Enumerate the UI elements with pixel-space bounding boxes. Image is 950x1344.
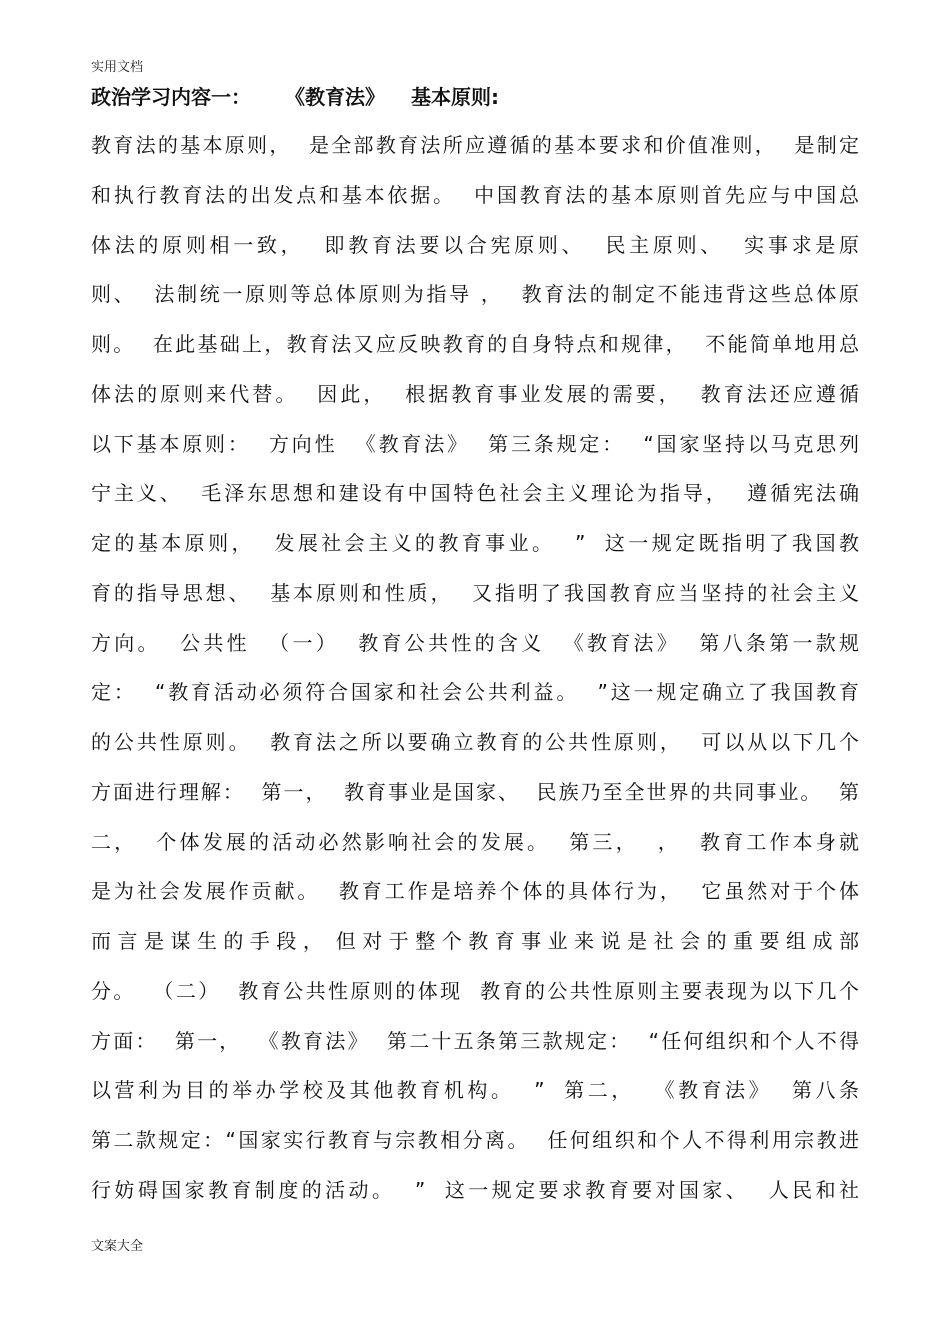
page-header: 实用文档 [91, 60, 144, 75]
body-line: 定： “教育活动必须符合国家和社会公共利益。 ”这一规定确立了我国教育 [91, 680, 859, 705]
body-line: 行妨碍国家教育制度的活动。 ” 这一规定要求教育要对国家、 人民和社 [91, 1177, 859, 1202]
body-line: 方向。 公共性 （一） 教育公共性的含义 《教育法》 第八条第一款规 [91, 630, 859, 655]
body-line: 育的指导思想、 基本原则和性质， 又指明了我国教育应当坚持的社会主义 [91, 580, 859, 605]
body-line: 是为社会发展作贡献。 教育工作是培养个体的具体行为， 它虽然对于个体 [91, 879, 859, 904]
document-body [91, 121, 861, 1216]
page-footer: 文案大全 [91, 1239, 144, 1254]
body-line: 宁主义、 毛泽东思想和建设有中国特色社会主义理论为指导， 遵循宪法确 [91, 481, 859, 506]
body-line: 以营利为目的举办学校及其他教育机构。 ” 第二， 《教育法》 第八条 [91, 1078, 859, 1103]
body-line: 第二款规定：“国家实行教育与宗教相分离。 任何组织和个人不得利用宗教进 [91, 1128, 859, 1152]
body-line: 以下基本原则： 方向性 《教育法》 第三条规定： “国家坚持以马克思列 [91, 431, 859, 456]
body-line: 和执行教育法的出发点和基本依据。 中国教育法的基本原则首先应与中国总 [91, 182, 859, 207]
body-line: 方面： 第一， 《教育法》 第二十五条第三款规定： “任何组织和个人不得 [91, 1028, 859, 1053]
body-line: 分。 （二） 教育公共性原则的体现 教育的公共性原则主要表现为以下几个 [91, 978, 859, 1003]
body-line: 则、 法制统一原则等总体原则为指导 ， 教育法的制定不能违背这些总体原 [91, 282, 859, 307]
body-line: 而 言 是 谋 生 的 手 段 ， 但 对 于 整 个 教 育 事 业 来 说 是 社 会 的 重 要 组 成 部 [91, 929, 859, 953]
body-line: 则。 在此基础上，教育法又应反映教育的自身特点和规律， 不能简单地用总 [91, 332, 859, 356]
title-prefix: 政治学习内容一： [91, 85, 251, 109]
body-line: 定的基本原则， 发展社会主义的教育事业。 ” 这一规定既指明了我国教 [91, 531, 859, 555]
title-law-name: 《教育法》 [285, 85, 385, 109]
title-topic: 基本原则: [411, 85, 499, 109]
body-line: 的公共性原则。 教育法之所以要确立教育的公共性原则， 可以从以下几个 [91, 730, 859, 754]
body-line: 方面进行理解： 第一， 教育事业是国家、 民族乃至全世界的共同事业。 第 [91, 779, 859, 804]
document-title [91, 82, 499, 112]
body-line: 体法的原则相一致， 即教育法要以合宪原则、 民主原则、 实事求是原 [91, 232, 859, 257]
body-line: 二， 个体发展的活动必然影响社会的发展。 第三， ， 教育工作本身就 [91, 829, 859, 854]
body-line: 体法的原则来代替。 因此， 根据教育事业发展的需要， 教育法还应遵循 [91, 381, 859, 406]
body-line: 教育法的基本原则， 是全部教育法所应遵循的基本要求和价值准则， 是制定 [91, 133, 859, 157]
